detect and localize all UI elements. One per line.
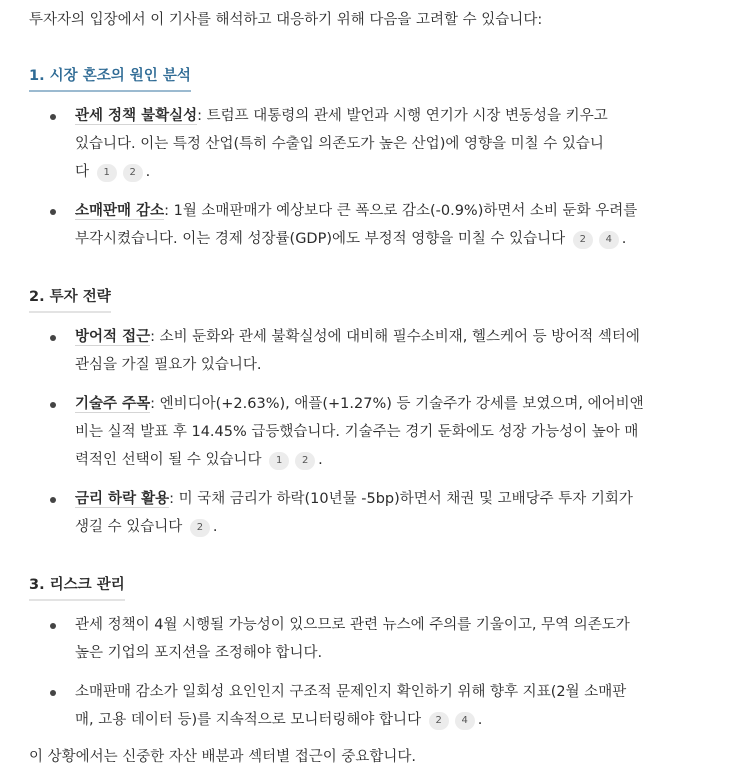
list-item: 금리 하락 활용: 미 국채 금리가 하락(10년물 -5bp)하면서 채권 및 고배당주 투자 기회가 생길 수 있습니다 2 . [75, 491, 633, 535]
item-label: 방어적 접근 [75, 329, 151, 345]
item-text: : 1월 소매판매가 예상보다 큰 폭으로 감소(-0.9%)하면서 소비 둔화 우려를 [164, 203, 638, 219]
section-title-investment-strategy: 2. 투자 전략 [29, 285, 111, 313]
bullet-icon [50, 497, 56, 503]
citation-badge[interactable]: 2 [429, 712, 449, 730]
citation-badge[interactable]: 1 [97, 164, 117, 182]
item-text: 소매판매 감소가 일회성 요인인지 구조적 문제인지 확인하기 위해 향후 지표(2월 소매판 [75, 684, 627, 700]
citation-badge[interactable]: 1 [269, 452, 289, 470]
item-text: 높은 기업의 포지션을 조정해야 합니다. [75, 645, 323, 661]
item-text: 생길 수 있습니다 [75, 519, 183, 535]
item-text: : 트럼프 대통령의 관세 발언과 시행 연기가 시장 변동성을 키우고 [197, 108, 608, 124]
item-text: 력적인 선택이 될 수 있습니다 [75, 452, 262, 468]
list-item: 소매판매 감소: 1월 소매판매가 예상보다 큰 폭으로 감소(-0.9%)하면서 소비 둔화 우려를 부각시켰습니다. 이는 경제 성장률(GDP)에도 부정적 영향을 미칠 수 있습니다 2 4 . [75, 203, 638, 247]
intro-text: 투자자의 입장에서 이 기사를 해석하고 대응하기 위해 다음을 고려할 수 있습니다: [29, 12, 543, 28]
list-item: 기술주 주목: 엔비디아(+2.63%), 애플(+1.27%) 등 기술주가 강세를 보였으며, 에어비앤 비는 실적 발표 후 14.45% 급등했습니다. 기술주는 경기 둔화에도 성장 가능성이 높아 매 력적인 선택이 될 수 있습니다 1 2 . [75, 396, 644, 468]
citation-badge[interactable]: 2 [123, 164, 143, 182]
list-item [75, 611, 715, 667]
list-item: 소매판매 감소가 일회성 요인인지 구조적 문제인지 확인하기 위해 향후 지표(2월 소매판 매, 고용 데이터 등)를 지속적으로 모니터링해야 합니다 2 4 . [75, 684, 627, 728]
citation-badge[interactable]: 4 [599, 231, 619, 249]
section-title-cause-analysis: 1. 시장 혼조의 원인 분석 [29, 64, 191, 92]
bullet-icon [50, 114, 56, 120]
item-text: 있습니다. 이는 특정 산업(특히 수출입 의존도가 높은 산업)에 영향을 미칠 수 있습니 [75, 136, 604, 152]
item-text: : 소비 둔화와 관세 불확실성에 대비해 필수소비재, 헬스케어 등 방어적 섹터에 [150, 329, 640, 345]
item-label: 금리 하락 활용 [75, 491, 170, 507]
bullet-icon [50, 690, 56, 696]
item-text: 부각시켰습니다. 이는 경제 성장률(GDP)에도 부정적 영향을 미칠 수 있습니다 [75, 231, 566, 247]
citation-badge[interactable]: 4 [455, 712, 475, 730]
conclusion-text: 이 상황에서는 신중한 자산 배분과 섹터별 접근이 중요합니다. [29, 749, 417, 765]
item-label: 소매판매 감소 [75, 203, 165, 219]
citation-badge[interactable]: 2 [573, 231, 593, 249]
item-text: 매, 고용 데이터 등)를 지속적으로 모니터링해야 합니다 [75, 712, 422, 728]
item-label: 기술주 주목 [75, 396, 151, 412]
bullet-icon [50, 209, 56, 215]
item-text: 관세 정책이 4월 시행될 가능성이 있으므로 관련 뉴스에 주의를 기울이고, 무역 의존도가 [75, 617, 630, 633]
item-label: 관세 정책 불확실성 [75, 108, 198, 124]
citation-badge[interactable]: 2 [295, 452, 315, 470]
item-text: 비는 실적 발표 후 14.45% 급등했습니다. 기술주는 경기 둔화에도 성장 가능성이 높아 매 [75, 424, 639, 440]
bullet-icon [50, 402, 56, 408]
item-text: : 미 국채 금리가 하락(10년물 -5bp)하면서 채권 및 고배당주 투자 기회가 [169, 491, 633, 507]
bullet-icon [50, 335, 56, 341]
item-text: 관심을 가질 필요가 있습니다. [75, 357, 262, 373]
list-item [75, 323, 715, 379]
citation-badge[interactable]: 2 [190, 519, 210, 537]
item-text: : 엔비디아(+2.63%), 애플(+1.27%) 등 기술주가 강세를 보였으며, 에어비앤 [150, 396, 644, 412]
item-text: 다 [75, 164, 90, 180]
bullet-icon [50, 623, 56, 629]
list-item: 관세 정책 불확실성: 트럼프 대통령의 관세 발언과 시행 연기가 시장 변동성을 키우고 있습니다. 이는 특정 산업(특히 수출입 의존도가 높은 산업)에 영향을 미칠 수 있습니 다 1 2 . [75, 108, 608, 180]
section-title-risk-management: 3. 리스크 관리 [29, 573, 125, 601]
